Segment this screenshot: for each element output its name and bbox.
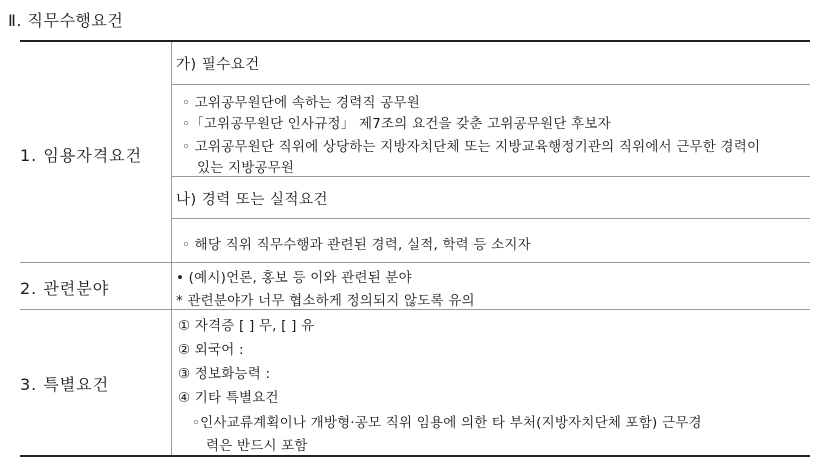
subrow-divider bbox=[171, 176, 810, 177]
related-field-item: • (예시)언론, 홍보 등 이와 관련된 분야 bbox=[176, 270, 412, 286]
special-item-detail: ◦인사교류계획이나 개방형·공모 직위 임용에 의한 타 부처(지방자치단체 포함) 근무경 bbox=[192, 415, 702, 431]
special-item: ① 자격증 [ ] 무, [ ] 유 bbox=[178, 318, 315, 334]
experience-heading: 나) 경력 또는 실적요건 bbox=[176, 192, 329, 208]
special-item: ④ 기타 특별요건 bbox=[178, 390, 279, 406]
table-top-border bbox=[20, 40, 810, 42]
subrow-divider bbox=[171, 84, 810, 85]
special-requirements-label: 3. 특별요건 bbox=[20, 375, 110, 394]
table-bottom-border bbox=[20, 455, 810, 457]
special-item: ③ 정보화능력 : bbox=[178, 366, 271, 382]
special-item: ② 외국어 : bbox=[178, 342, 244, 358]
required-heading: 가) 필수요건 bbox=[176, 57, 260, 73]
required-item: ◦「고위공무원단 인사규정」 제7조의 요건을 갖춘 고위공무원단 후보자 bbox=[182, 116, 611, 132]
subrow-divider bbox=[171, 218, 810, 219]
section-title: Ⅱ. 직무수행요건 bbox=[8, 11, 124, 30]
qualification-label: 1. 임용자격요건 bbox=[20, 146, 143, 165]
row-divider bbox=[20, 309, 810, 310]
column-divider bbox=[171, 42, 172, 455]
required-item: ◦ 고위공무원단에 속하는 경력직 공무원 bbox=[182, 95, 420, 111]
row-divider bbox=[20, 262, 810, 263]
experience-item: ◦ 해당 직위 직무수행과 관련된 경력, 실적, 학력 등 소지자 bbox=[182, 237, 531, 253]
required-item: ◦ 고위공무원단 직위에 상당하는 지방자치단체 또는 지방교육행정기관의 직위에서 근무한 경력이 bbox=[182, 139, 761, 155]
related-field-label: 2. 관련분야 bbox=[20, 279, 110, 298]
special-item-detail-continuation: 력은 반드시 포함 bbox=[206, 438, 308, 454]
related-field-note: * 관련분야가 너무 협소하게 정의되지 않도록 유의 bbox=[176, 293, 475, 309]
required-item-continuation: 있는 지방공무원 bbox=[197, 160, 295, 176]
